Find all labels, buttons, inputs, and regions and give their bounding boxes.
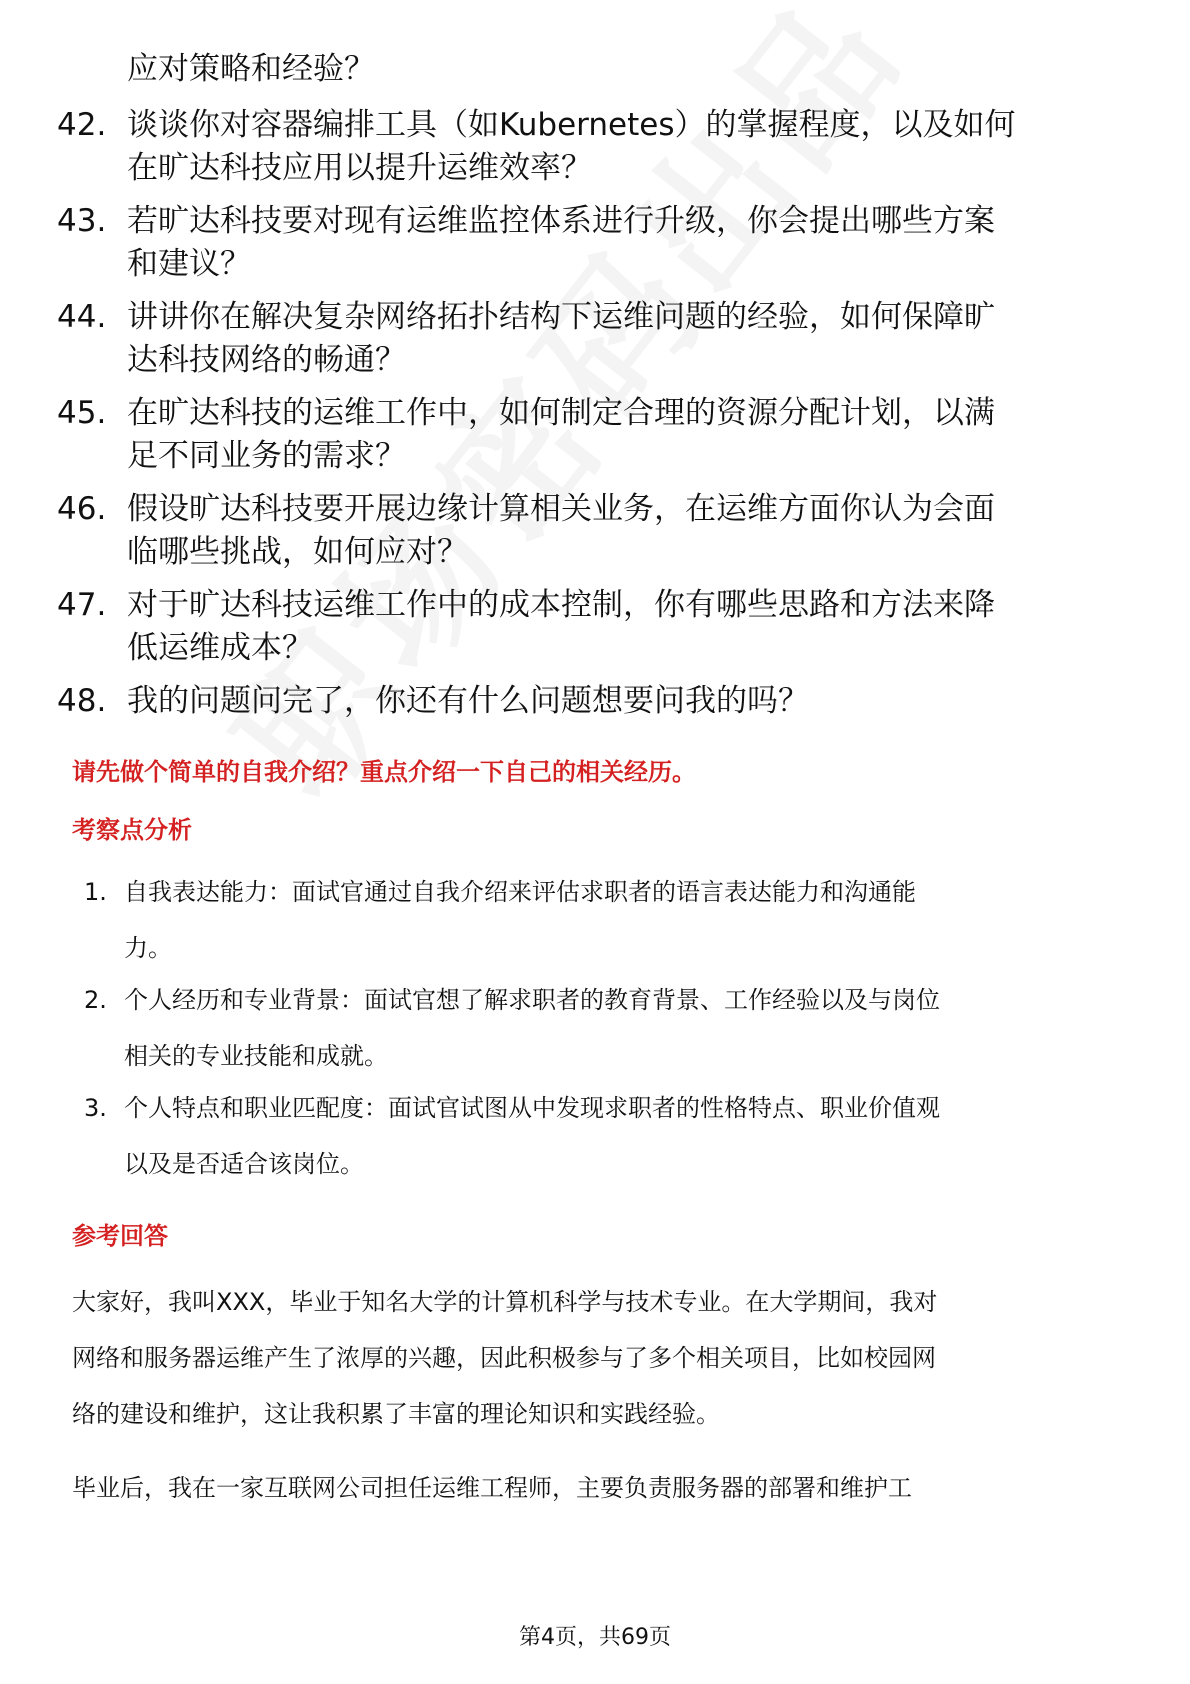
question-text bbox=[127, 488, 1127, 574]
question-line: 和建议？ bbox=[127, 246, 251, 282]
answer-line: 络的建设和维护，这让我积累了丰富的理论知识和实践经验。 bbox=[72, 1400, 720, 1428]
question-number: 48. bbox=[57, 683, 107, 719]
question-line: 临哪些挑战，如何应对？ bbox=[127, 534, 468, 570]
question-line: 达科技网络的畅通？ bbox=[127, 342, 406, 378]
question-number: 44. bbox=[57, 299, 107, 335]
answer-line: 网络和服务器运维产生了浓厚的兴趣，因此积极参与了多个相关项目，比如校园网 bbox=[72, 1344, 936, 1372]
question-text bbox=[127, 392, 1127, 478]
question-number: 43. bbox=[57, 203, 107, 239]
analysis-line: 相关的专业技能和成就。 bbox=[124, 1042, 388, 1070]
question-number: 45. bbox=[57, 395, 107, 431]
question-number: 42. bbox=[57, 107, 107, 143]
answer-paragraph bbox=[72, 1460, 1132, 1516]
analysis-line: 自我表达能力：面试官通过自我介绍来评估求职者的语言表达能力和沟通能 bbox=[124, 878, 916, 906]
question-number: 47. bbox=[57, 587, 107, 623]
analysis-number: 1. bbox=[84, 878, 107, 906]
page-footer: 第4页，共69页 bbox=[519, 1625, 671, 1650]
question-line: 在旷达科技应用以提升运维效率？ bbox=[127, 150, 592, 186]
question-line: 若旷达科技要对现有运维监控体系进行升级，你会提出哪些方案 bbox=[127, 203, 995, 239]
question-text bbox=[127, 104, 1127, 190]
analysis-number: 3. bbox=[84, 1094, 107, 1122]
analysis-text bbox=[124, 972, 1124, 1084]
question-line: 我的问题问完了，你还有什么问题想要问我的吗？ bbox=[127, 683, 809, 719]
analysis-text bbox=[124, 864, 1124, 976]
analysis-number: 2. bbox=[84, 986, 107, 1014]
answer-title: 参考回答 bbox=[72, 1222, 168, 1250]
question-line: 足不同业务的需求？ bbox=[127, 438, 406, 474]
analysis-line: 个人特点和职业匹配度：面试官试图从中发现求职者的性格特点、职业价值观 bbox=[124, 1094, 940, 1122]
question-text bbox=[127, 584, 1127, 670]
question-line: 应对策略和经验？ bbox=[127, 51, 375, 87]
question-text bbox=[127, 680, 1127, 723]
analysis-line: 以及是否适合该岗位。 bbox=[124, 1150, 364, 1178]
question-title: 请先做个简单的自我介绍？重点介绍一下自己的相关经历。 bbox=[72, 758, 696, 786]
analysis-title: 考察点分析 bbox=[72, 816, 192, 844]
question-line: 对于旷达科技运维工作中的成本控制，你有哪些思路和方法来降 bbox=[127, 587, 995, 623]
question-line: 谈谈你对容器编排工具（如Kubernetes）的掌握程度，以及如何 bbox=[127, 107, 1016, 143]
analysis-text bbox=[124, 1080, 1124, 1192]
question-text bbox=[127, 48, 1127, 91]
answer-line: 毕业后，我在一家互联网公司担任运维工程师，主要负责服务器的部署和维护工 bbox=[72, 1474, 912, 1502]
question-line: 讲讲你在解决复杂网络拓扑结构下运维问题的经验，如何保障旷 bbox=[127, 299, 995, 335]
answer-paragraph bbox=[72, 1274, 1132, 1442]
question-number: 46. bbox=[57, 491, 107, 527]
analysis-line: 力。 bbox=[124, 934, 172, 962]
question-line: 在旷达科技的运维工作中，如何制定合理的资源分配计划，以满 bbox=[127, 395, 995, 431]
question-line: 低运维成本？ bbox=[127, 630, 313, 666]
question-text bbox=[127, 296, 1127, 382]
question-text bbox=[127, 200, 1127, 286]
analysis-line: 个人经历和专业背景：面试官想了解求职者的教育背景、工作经验以及与岗位 bbox=[124, 986, 940, 1014]
answer-line: 大家好，我叫XXX，毕业于知名大学的计算机科学与技术专业。在大学期间，我对 bbox=[72, 1288, 938, 1316]
question-line: 假设旷达科技要开展边缘计算相关业务，在运维方面你认为会面 bbox=[127, 491, 995, 527]
